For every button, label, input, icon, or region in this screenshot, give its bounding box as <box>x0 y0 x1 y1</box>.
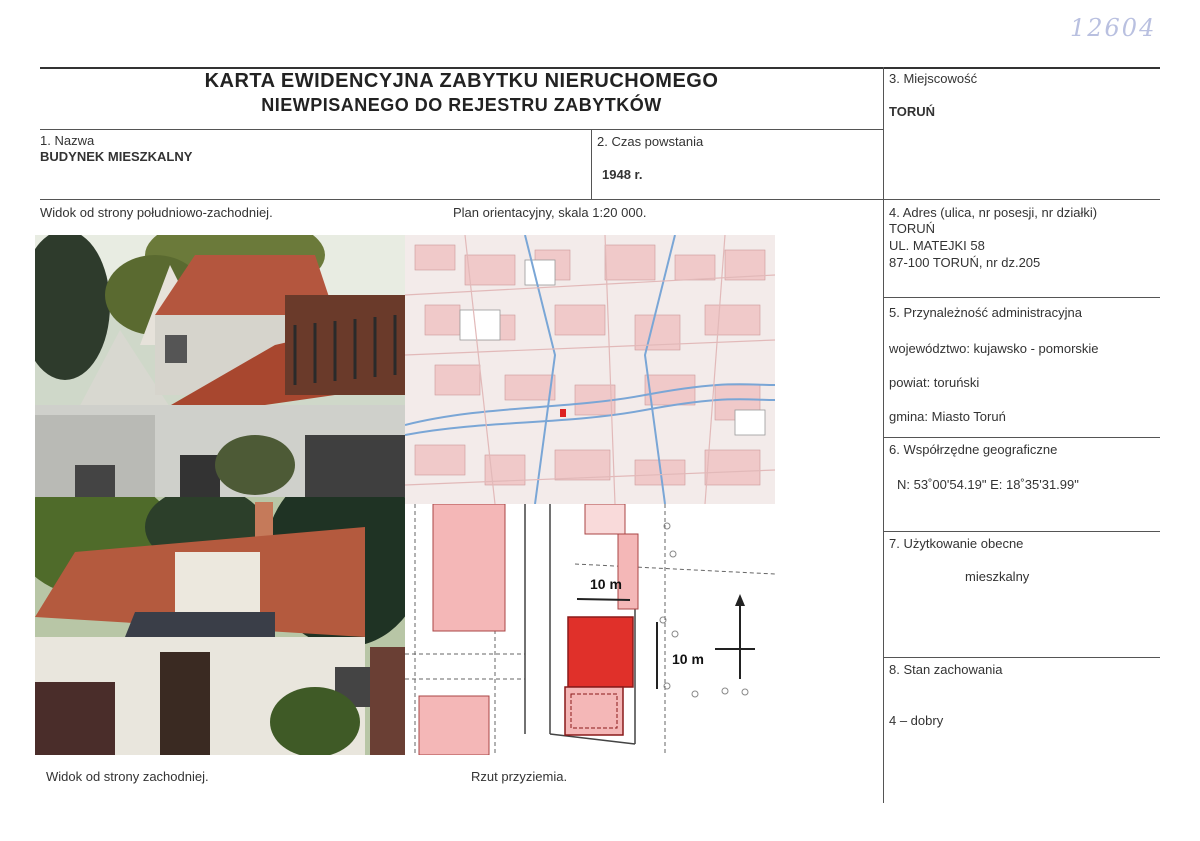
field-admin-voivodeship: województwo: kujawsko - pomorskie <box>889 341 1099 356</box>
field-use-label: 7. Użytkowanie obecne <box>889 536 1024 551</box>
header-divider <box>883 67 884 803</box>
card-title-line2: NIEWPISANEGO DO REJESTRU ZABYTKÓW <box>261 95 662 115</box>
top-rule <box>40 67 1160 69</box>
photo-west-view <box>35 497 405 755</box>
field-address-line3: 87-100 TORUŃ, nr dz.205 <box>889 255 1041 270</box>
field-place-label: 3. Miejscowość <box>889 71 978 86</box>
field-address-label: 4. Adres (ulica, nr posesji, nr działki) <box>889 205 1098 220</box>
card-title <box>40 70 883 116</box>
name-time-divider <box>591 129 592 199</box>
orientation-map-image <box>405 235 775 504</box>
field-admin-label: 5. Przynależność administracyjna <box>889 305 1082 320</box>
address-bottom-rule <box>883 297 1160 298</box>
field-use-value: mieszkalny <box>965 569 1030 584</box>
field-state-value: 4 – dobry <box>889 713 944 728</box>
caption-photo-southwest: Widok od strony południowo-zachodniej. <box>40 205 273 220</box>
field-name-value: BUDYNEK MIESZKALNY <box>40 149 193 164</box>
field-admin-municipality: gmina: Miasto Toruń <box>889 409 1006 424</box>
row1-bottom-rule <box>40 199 1160 200</box>
archive-number: 12604 <box>1070 14 1157 42</box>
orientation-map <box>405 235 775 504</box>
field-place-value: TORUŃ <box>889 104 935 119</box>
field-name-label: 1. Nazwa <box>40 133 95 148</box>
field-admin-county: powiat: toruński <box>889 375 980 390</box>
ground-plan-scale-top: 10 m <box>590 576 622 592</box>
field-time-label: 2. Czas powstania <box>597 134 704 149</box>
photo-southwest-image <box>35 235 405 497</box>
field-coords-value: N: 53˚00'54.19" E: 18˚35'31.99" <box>897 477 1079 492</box>
ground-plan-scale-right: 10 m <box>672 651 704 667</box>
caption-ground-plan: Rzut przyziemia. <box>471 769 568 784</box>
photo-southwest-view <box>35 235 405 497</box>
field-coords-label: 6. Współrzędne geograficzne <box>889 442 1058 457</box>
header-bottom-rule <box>40 129 883 130</box>
coords-bottom-rule <box>883 531 1160 532</box>
photo-west-image <box>35 497 405 755</box>
use-bottom-rule <box>883 657 1160 658</box>
field-state-label: 8. Stan zachowania <box>889 662 1003 677</box>
caption-photo-west: Widok od strony zachodniej. <box>46 769 209 784</box>
ground-plan-image <box>405 504 775 755</box>
field-address-line2: UL. MATEJKI 58 <box>889 238 985 253</box>
ground-plan <box>405 504 775 755</box>
field-address-line1: TORUŃ <box>889 221 935 236</box>
field-time-value: 1948 r. <box>602 167 643 182</box>
card-title-line1: KARTA EWIDENCYJNA ZABYTKU NIERUCHOMEGO <box>204 70 719 92</box>
admin-bottom-rule <box>883 437 1160 438</box>
caption-map: Plan orientacyjny, skala 1:20 000. <box>453 205 647 220</box>
